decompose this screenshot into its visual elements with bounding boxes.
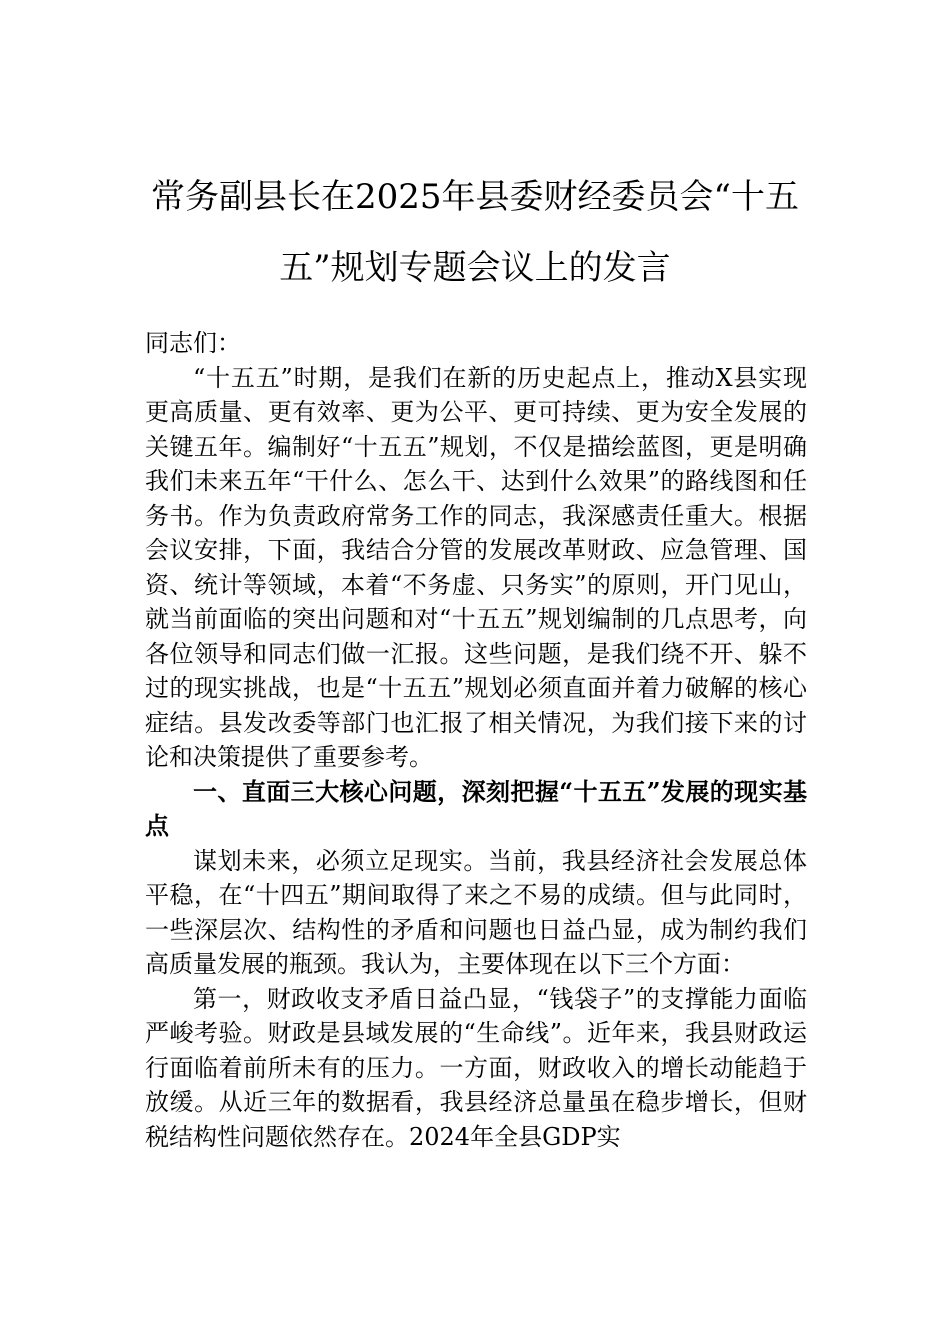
title-line-2: 五”规划专题会议上的发言 <box>279 248 671 288</box>
document-body <box>145 326 807 1154</box>
document-title <box>145 162 805 304</box>
paragraph-section-1: 谋划未来，必须立足现实。当前，我县经济社会发展总体平稳，在“十四五”期间取得了来之不易的成绩。但与此同时，一些深层次、结构性的矛盾和问题也日益凸显，成为制约我们高质量发展的瓶颈。我认为，主要体现在以下三个方面： <box>145 846 807 978</box>
title-line-1: 常务副县长在2025年县委财经委员会“十五 <box>151 177 799 217</box>
salutation: 同志们： <box>145 329 241 357</box>
section-heading-1: 一、直面三大核心问题，深刻把握“十五五”发展的现实基点 <box>145 776 807 840</box>
paragraph-intro: “十五五”时期，是我们在新的历史起点上，推动X县实现更高质量、更有效率、更为公平、更可持续、更为安全发展的关键五年。编制好“十五五”规划，不仅是描绘蓝图，更是明确我们未来五年“干什么、怎么干、达到什么效果”的路线图和任务书。作为负责政府常务工作的同志，我深感责任重大。根据会议安排，下面，我结合分管的发展改革财政、应急管理、国资、统计等领域，本着“不务虚、只务实”的原则，开门见山，就当前面临的突出问题和对“十五五”规划编制的几点思考，向各位领导和同志们做一汇报。这些问题，是我们绕不开、躲不过的现实挑战，也是“十五五”规划必须直面并着力破解的核心症结。县发改委等部门也汇报了相关情况，为我们接下来的讨论和决策提供了重要参考。 <box>145 363 807 771</box>
paragraph-point-1: 第一，财政收支矛盾日益凸显，“钱袋子”的支撑能力面临严峻考验。财政是县域发展的“生命线”。近年来，我县财政运行面临着前所未有的压力。一方面，财政收入的增长动能趋于放缓。从近三年的数据看，我县经济总量虽在稳步增长，但财税结构性问题依然存在。2024年全县GDP实 <box>145 984 807 1151</box>
